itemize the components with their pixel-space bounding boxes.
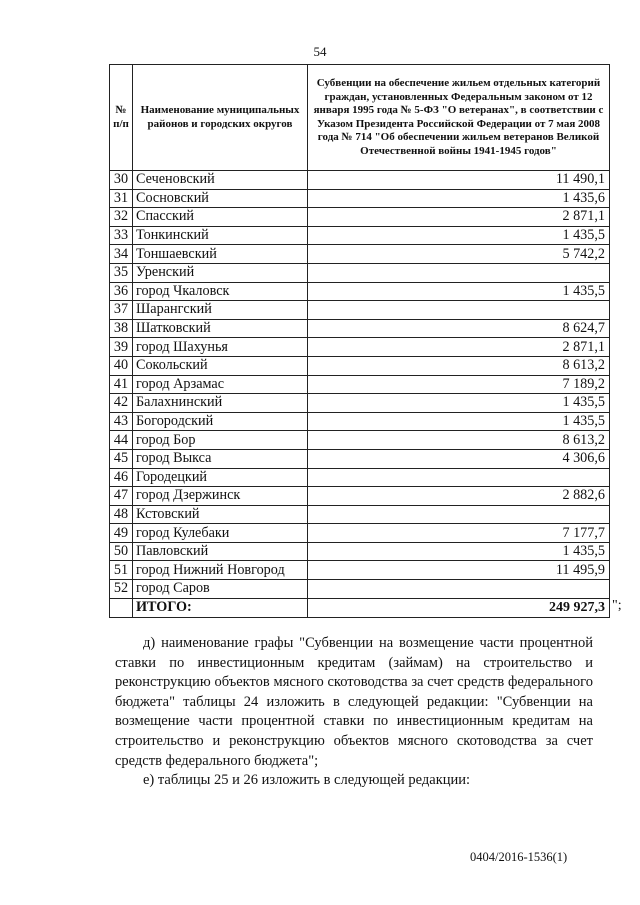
- row-subsidy-value: 8 613,2: [308, 356, 610, 375]
- table-row: [110, 505, 610, 524]
- row-subsidy-value: 8 613,2: [308, 431, 610, 450]
- row-subsidy-value: 7 189,2: [308, 375, 610, 394]
- table-row: [110, 338, 610, 357]
- row-number: 41: [110, 375, 133, 394]
- table-row: [110, 245, 610, 264]
- row-district-name: Тоншаевский: [133, 245, 308, 264]
- amendment-text: [115, 634, 593, 791]
- amendment-e: е) таблицы 25 и 26 изложить в следующей редакции:: [143, 772, 471, 789]
- row-subsidy-value: [308, 505, 610, 524]
- row-subsidy-value: 11 490,1: [308, 171, 610, 190]
- row-number: 46: [110, 468, 133, 487]
- table-row: [110, 282, 610, 301]
- row-subsidy-value: 8 624,7: [308, 319, 610, 338]
- row-number: 48: [110, 505, 133, 524]
- page-number: 54: [313, 44, 327, 59]
- row-district-name: Спасский: [133, 208, 308, 227]
- row-district-name: Сокольский: [133, 356, 308, 375]
- table-row: [110, 487, 610, 506]
- header-num: № п/п: [110, 65, 133, 171]
- row-subsidy-value: 1 435,5: [308, 394, 610, 413]
- row-subsidy-value: [308, 468, 610, 487]
- row-subsidy-value: 11 495,9: [308, 561, 610, 580]
- amendment-d: д) наименование графы "Субвенции на возмещение части процентной ставки по инвестиционным кредитам (займам) на строительство и реконструкцию объектов мясного скотоводства за счет средств федерального бюджета" таблицы 24 изложить в следующей редакции: "Субвенции на возмещение части процентной ставки по инвестиционным кредитам на строительство и реконструкцию объектов мясного скотоводства за счет средств федерального бюджета";: [115, 635, 593, 769]
- row-subsidy-value: [308, 301, 610, 320]
- total-num-empty: [110, 598, 133, 617]
- table-row: [110, 449, 610, 468]
- table-row: [110, 412, 610, 431]
- row-subsidy-value: 1 435,5: [308, 412, 610, 431]
- header-value: Субвенции на обеспечение жильем отдельных категорий граждан, установленных Федеральным законом от 12 января 1995 года № 5-ФЗ "О ветеранах", в соответствии с Указом Президента Российской Федерации от 7 мая 2008 года № 714 "Об обеспечении жильем ветеранов Великой Отечественной войны 1941-1945 годов": [308, 65, 610, 171]
- row-district-name: Сеченовский: [133, 171, 308, 190]
- row-district-name: город Кулебаки: [133, 524, 308, 543]
- row-district-name: город Нижний Новгород: [133, 561, 308, 580]
- total-label: ИТОГО:: [133, 598, 308, 617]
- row-district-name: город Чкаловск: [133, 282, 308, 301]
- row-subsidy-value: 1 435,5: [308, 226, 610, 245]
- row-number: 50: [110, 542, 133, 561]
- row-subsidy-value: 1 435,6: [308, 189, 610, 208]
- row-subsidy-value: 1 435,5: [308, 282, 610, 301]
- row-district-name: Кстовский: [133, 505, 308, 524]
- row-subsidy-value: 1 435,5: [308, 542, 610, 561]
- row-number: 44: [110, 431, 133, 450]
- row-district-name: Шарангский: [133, 301, 308, 320]
- table-row: [110, 171, 610, 190]
- table-row: [110, 375, 610, 394]
- row-number: 38: [110, 319, 133, 338]
- closing-quote-mark: ";: [612, 598, 622, 613]
- table-row: [110, 468, 610, 487]
- row-subsidy-value: 2 871,1: [308, 208, 610, 227]
- row-number: 36: [110, 282, 133, 301]
- row-number: 37: [110, 301, 133, 320]
- row-number: 42: [110, 394, 133, 413]
- row-number: 31: [110, 189, 133, 208]
- row-subsidy-value: 4 306,6: [308, 449, 610, 468]
- row-subsidy-value: 2 871,1: [308, 338, 610, 357]
- row-subsidy-value: [308, 263, 610, 282]
- row-subsidy-value: 2 882,6: [308, 487, 610, 506]
- row-district-name: город Бор: [133, 431, 308, 450]
- row-number: 51: [110, 561, 133, 580]
- table-row: [110, 431, 610, 450]
- total-row: [110, 598, 610, 617]
- row-number: 30: [110, 171, 133, 190]
- row-number: 43: [110, 412, 133, 431]
- table-row: [110, 580, 610, 599]
- row-district-name: Богородский: [133, 412, 308, 431]
- table-row: [110, 226, 610, 245]
- row-district-name: Тонкинский: [133, 226, 308, 245]
- total-value: 249 927,3: [308, 598, 610, 617]
- row-district-name: город Дзержинск: [133, 487, 308, 506]
- row-number: 49: [110, 524, 133, 543]
- row-district-name: Шатковский: [133, 319, 308, 338]
- row-district-name: город Саров: [133, 580, 308, 599]
- row-number: 52: [110, 580, 133, 599]
- document-code: 0404/2016-1536(1): [470, 850, 568, 864]
- row-number: 45: [110, 449, 133, 468]
- row-district-name: Балахнинский: [133, 394, 308, 413]
- row-number: 35: [110, 263, 133, 282]
- row-number: 34: [110, 245, 133, 264]
- table-row: [110, 394, 610, 413]
- table-row: [110, 542, 610, 561]
- table-row: [110, 208, 610, 227]
- row-number: 40: [110, 356, 133, 375]
- table-row: [110, 356, 610, 375]
- table-row: [110, 524, 610, 543]
- header-name: Наименование муниципальных районов и городских округов: [133, 65, 308, 171]
- row-subsidy-value: 5 742,2: [308, 245, 610, 264]
- table-row: [110, 301, 610, 320]
- row-number: 32: [110, 208, 133, 227]
- row-number: 47: [110, 487, 133, 506]
- row-district-name: город Арзамас: [133, 375, 308, 394]
- row-subsidy-value: [308, 580, 610, 599]
- row-district-name: Павловский: [133, 542, 308, 561]
- row-district-name: город Выкса: [133, 449, 308, 468]
- table-body: [110, 171, 610, 618]
- row-subsidy-value: 7 177,7: [308, 524, 610, 543]
- row-number: 39: [110, 338, 133, 357]
- row-district-name: Уренский: [133, 263, 308, 282]
- table-row: [110, 189, 610, 208]
- table-row: [110, 561, 610, 580]
- table-header-row: [110, 65, 610, 171]
- subsidy-table: [109, 64, 610, 618]
- row-district-name: город Шахунья: [133, 338, 308, 357]
- row-district-name: Городецкий: [133, 468, 308, 487]
- table-row: [110, 263, 610, 282]
- row-number: 33: [110, 226, 133, 245]
- table-row: [110, 319, 610, 338]
- row-district-name: Сосновский: [133, 189, 308, 208]
